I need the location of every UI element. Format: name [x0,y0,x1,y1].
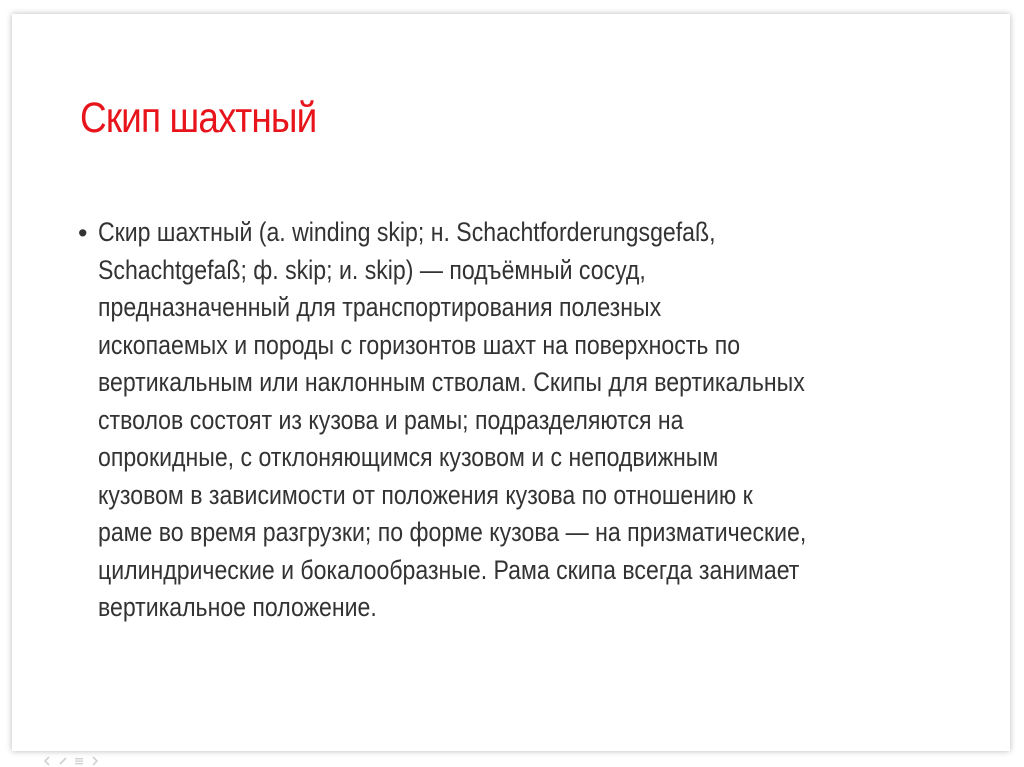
body-line: Schachtgefaß; ф. skip; и. skip) — подъёмный сосуд, [98,254,646,285]
bullet-item [78,214,978,627]
body-line: предназначенный для транспортирования полезных [98,292,662,322]
bullet-dot: • [78,218,88,248]
body-line: кузовом в зависимости от положения кузова по отношению к [98,479,753,510]
slide-controls [42,756,100,766]
body-line: раме во время разгрузки; по форме кузова — на призматические, [98,517,807,547]
menu-icon[interactable] [74,756,84,766]
arrow-left-icon[interactable] [42,756,52,766]
arrow-right-icon[interactable] [90,756,100,766]
body-line: цилиндрические и бокалообразные. Рама скипа всегда занимает [98,554,800,585]
bullet-list [78,214,978,627]
slide-title: Скип шахтный [80,94,317,142]
body-line: вертикальное положение. [98,592,377,622]
body-line: опрокидные, с отклоняющимся кузовом и с неподвижным [98,442,719,472]
bullet-text [98,214,850,627]
body-line: стволов состоят из кузова и рамы; подразделяются на [98,404,684,435]
body-line: вертикальным или наклонным стволам. Скипы для вертикальных [98,367,805,397]
body-line: Скир шахтный (a. winding skip; н. Schachtforderungsgefaß, [98,217,716,247]
pen-icon[interactable] [58,756,68,766]
body-line: ископаемых и породы с горизонтов шахт на поверхность по [98,329,741,360]
slide [12,14,1010,751]
